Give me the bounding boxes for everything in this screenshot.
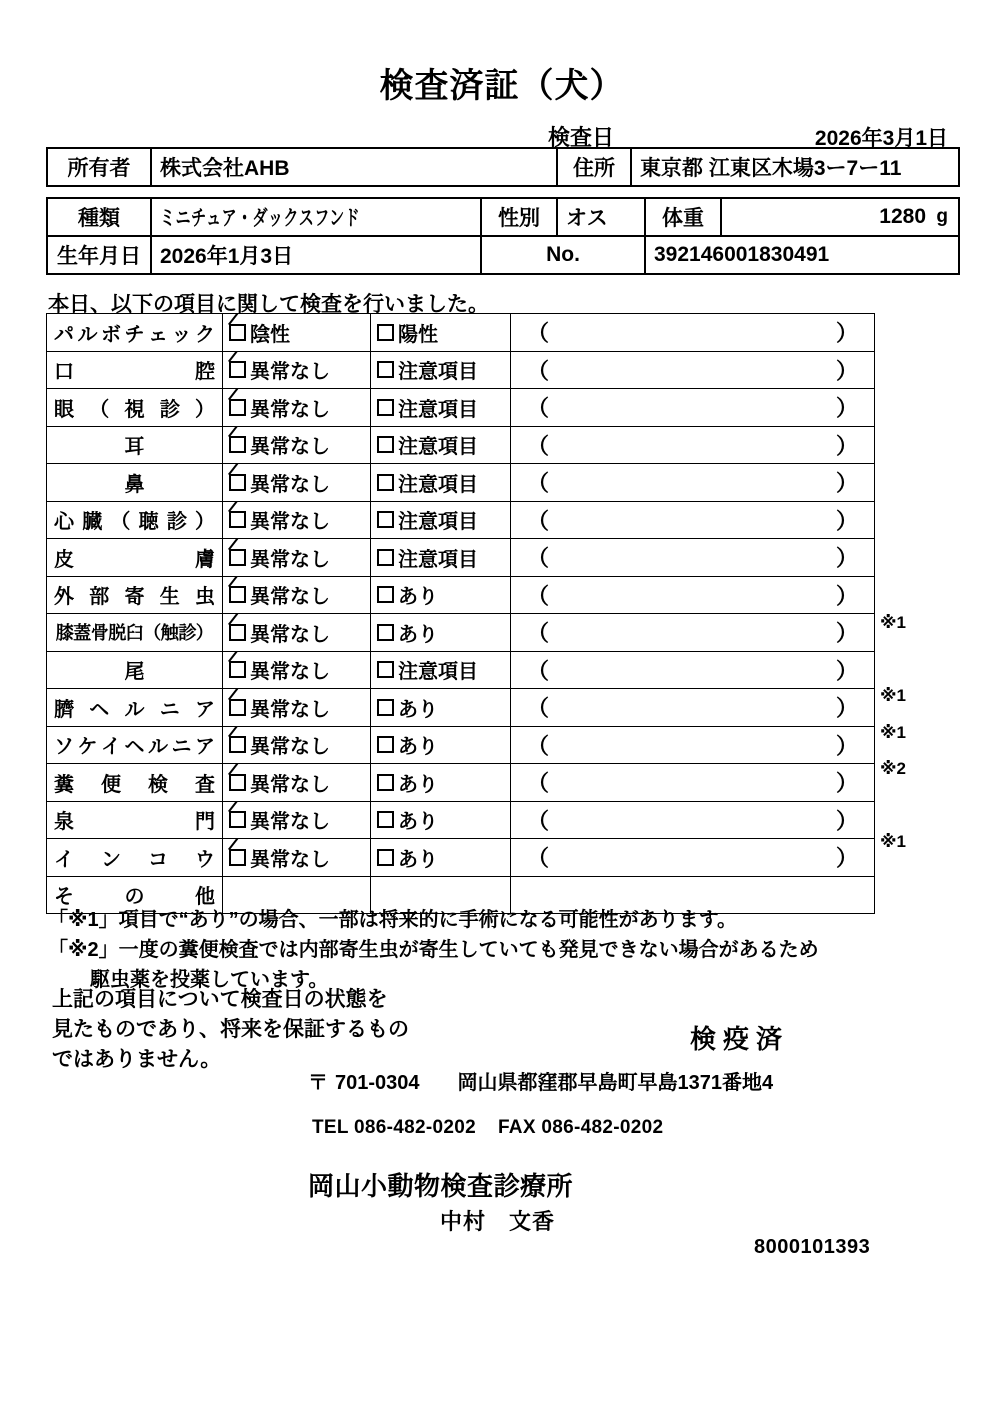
- checklist-item-cell: [47, 764, 223, 802]
- clinic-tel: TEL 086-482-0202: [312, 1117, 476, 1138]
- registration-no-value: 392146001830491: [645, 236, 959, 274]
- checklist-remark-field[interactable]: [511, 539, 875, 577]
- checklist-item-label: 耳: [124, 436, 145, 459]
- checklist-item-cell: [47, 539, 223, 577]
- paren-close: ）: [835, 508, 858, 534]
- checklist-remark-field[interactable]: [511, 614, 875, 652]
- checklist-option-label: あり: [398, 848, 438, 871]
- paren-open: （: [527, 733, 550, 759]
- checkbox-icon[interactable]: [377, 811, 394, 828]
- checklist-item-label: 外 部 寄 生 虫: [54, 586, 215, 609]
- checklist-option-abnormal[interactable]: [371, 539, 511, 577]
- exam-date-label: 検査日: [548, 125, 615, 150]
- checklist-option-normal[interactable]: [223, 426, 371, 464]
- paren-close: ）: [835, 395, 858, 421]
- footnote-2-line2: 駆虫薬を投薬しています。: [90, 969, 329, 991]
- paren-open: （: [527, 358, 550, 384]
- paren-open: （: [527, 620, 550, 646]
- checklist-remark-field[interactable]: [511, 314, 875, 352]
- checklist-item-label: 臍 ヘ ル ニ ア: [54, 698, 215, 721]
- table-row: [47, 198, 959, 236]
- sex-label: 性別: [481, 198, 557, 236]
- checked-checkbox-icon[interactable]: [229, 849, 246, 866]
- checklist-item-cell: [47, 501, 223, 539]
- checklist-item-label: 皮 膚: [54, 548, 215, 571]
- owner-value: 株式会社AHB: [151, 148, 557, 186]
- paren-close: ）: [835, 733, 858, 759]
- checklist-item-cell: [47, 614, 223, 652]
- checklist-option-label: あり: [398, 586, 438, 609]
- paren-open: （: [527, 695, 550, 721]
- checklist-option-label: 異常なし: [250, 698, 330, 721]
- checklist-option-abnormal[interactable]: [371, 726, 511, 764]
- checklist-option-label: 陽性: [398, 323, 438, 346]
- checklist-option-label: 異常なし: [250, 736, 330, 759]
- checklist-row: [47, 801, 875, 839]
- checklist-option-label: 異常なし: [250, 811, 330, 834]
- checklist-remark-field[interactable]: [511, 801, 875, 839]
- checklist-note-marker: [880, 350, 950, 387]
- checklist-note-marker: ※1: [880, 613, 906, 632]
- checklist-remark-field[interactable]: [511, 426, 875, 464]
- paren-close: ）: [835, 545, 858, 571]
- checklist-item-cell: [47, 726, 223, 764]
- checkbox-icon[interactable]: [377, 624, 394, 641]
- checklist-note-marker: ※2: [880, 759, 906, 778]
- checkbox-icon[interactable]: [377, 399, 394, 416]
- breed-value: [151, 198, 481, 236]
- checklist-row: [47, 576, 875, 614]
- exam-date-row: [548, 121, 948, 149]
- checklist-item-cell: [47, 801, 223, 839]
- paren-open: （: [527, 395, 550, 421]
- checklist-note-marker: ※1: [880, 722, 906, 742]
- pet-info-table: [46, 197, 960, 275]
- checklist-option-label: 注意項目: [398, 511, 478, 534]
- checked-checkbox-icon[interactable]: [229, 811, 246, 828]
- checklist-option-normal[interactable]: [223, 614, 371, 652]
- disclaimer-line-3: ではありません。: [52, 1048, 222, 1071]
- clinic-fax: FAX 086-482-0202: [497, 1117, 664, 1138]
- checkbox-icon[interactable]: [377, 849, 394, 866]
- checklist-item-cell: [47, 839, 223, 877]
- checklist-option-label: あり: [398, 623, 438, 646]
- checklist-option-abnormal[interactable]: [371, 351, 511, 389]
- checkbox-icon[interactable]: [377, 511, 394, 528]
- paren-close: ）: [835, 358, 858, 384]
- checklist-option-abnormal[interactable]: [371, 464, 511, 502]
- checklist-row: [47, 539, 875, 577]
- footnotes: [48, 905, 928, 995]
- checklist-row: [47, 501, 875, 539]
- checklist-item-cell: [47, 426, 223, 464]
- veterinarian-name: 中村 文香: [440, 1209, 556, 1234]
- checklist-item-label: パ ル ボ チ ェ ッ ク: [54, 323, 215, 346]
- checked-checkbox-icon[interactable]: [229, 474, 246, 491]
- checkbox-icon[interactable]: [377, 699, 394, 716]
- checklist-option-abnormal[interactable]: [371, 314, 511, 352]
- paren-close: ）: [835, 583, 858, 609]
- checklist-row: [47, 351, 875, 389]
- checklist-option-label: 注意項目: [398, 473, 478, 496]
- checklist-option-label: 注意項目: [398, 361, 478, 384]
- checklist-note-marker: ※1: [880, 832, 906, 851]
- weight-value: 1280: [879, 205, 926, 228]
- checklist-option-normal[interactable]: [223, 351, 371, 389]
- checklist-item-label: ソ ケ イ ヘ ル ニ ア: [54, 736, 215, 759]
- checklist-note-marker: [880, 313, 950, 350]
- checklist-option-label: 異常なし: [250, 511, 330, 534]
- disclaimer-line-1: 上記の項目について検査日の状態を: [52, 988, 388, 1011]
- birthdate-value: 2026年1月3日: [151, 236, 481, 274]
- exam-date-value: 2026年3月1日: [814, 127, 948, 150]
- checklist-option-label: 異常なし: [250, 773, 330, 796]
- checklist-option-label: 注意項目: [398, 661, 478, 684]
- checkbox-icon[interactable]: [377, 549, 394, 566]
- checklist-option-abnormal[interactable]: [371, 501, 511, 539]
- checklist-option-normal[interactable]: [223, 764, 371, 802]
- checklist-option-label: 異常なし: [250, 586, 330, 609]
- checklist-option-label: 異常なし: [250, 398, 330, 421]
- checklist-note-marker: [880, 642, 950, 679]
- checklist-item-label: イ ン コ ウ: [54, 848, 215, 871]
- serial-number: 8000101393: [754, 1236, 871, 1258]
- paren-open: （: [527, 808, 550, 834]
- weight-label: 体重: [645, 198, 721, 236]
- checklist-note-marker: [880, 386, 950, 423]
- checklist-remark-field[interactable]: [511, 389, 875, 427]
- checkbox-icon[interactable]: [377, 661, 394, 678]
- paren-open: （: [527, 433, 550, 459]
- checklist-option-abnormal[interactable]: [371, 764, 511, 802]
- checklist-item-label: 膝蓋骨脱臼（触診）: [55, 623, 214, 644]
- checklist-row: [47, 314, 875, 352]
- checked-checkbox-icon[interactable]: [229, 399, 246, 416]
- checklist-item-cell: [47, 389, 223, 427]
- checklist-remark-field[interactable]: [511, 764, 875, 802]
- checklist-option-abnormal[interactable]: [371, 839, 511, 877]
- checklist-option-normal[interactable]: [223, 389, 371, 427]
- checklist-item-label: 眼 （ 視 診 ）: [54, 398, 215, 421]
- checklist-option-label: 異常なし: [250, 848, 330, 871]
- checklist-row: [47, 651, 875, 689]
- checklist-option-normal[interactable]: [223, 539, 371, 577]
- paren-close: ）: [835, 658, 858, 684]
- paren-close: ）: [835, 320, 858, 346]
- paren-open: （: [527, 770, 550, 796]
- checklist-row: [47, 839, 875, 877]
- weight-value-cell: [721, 198, 959, 236]
- checklist-item-cell: [47, 464, 223, 502]
- paren-open: （: [527, 845, 550, 871]
- disclaimer: [52, 985, 472, 1075]
- checkbox-icon[interactable]: [377, 774, 394, 791]
- clinic-address: 岡山県都窪郡早島町早島1371番地4: [457, 1072, 774, 1094]
- paren-open: （: [527, 545, 550, 571]
- checkbox-icon[interactable]: [377, 324, 394, 341]
- paren-close: ）: [835, 695, 858, 721]
- checklist-remark-field[interactable]: [511, 839, 875, 877]
- checklist-note-marker: [880, 496, 950, 533]
- paren-close: ）: [835, 433, 858, 459]
- checklist-note-marker: [880, 532, 950, 569]
- checklist-option-label: あり: [398, 773, 438, 796]
- checklist-option-label: 異常なし: [250, 661, 330, 684]
- checklist-option-label: 注意項目: [398, 548, 478, 571]
- checklist-note-marker: [880, 569, 950, 606]
- inspection-checklist-table: [46, 313, 875, 914]
- checklist-note-marker: [880, 861, 950, 898]
- checklist-item-cell: [47, 351, 223, 389]
- paren-open: （: [527, 470, 550, 496]
- postal-mark-icon: 〒: [308, 1072, 328, 1094]
- checklist-option-abnormal[interactable]: [371, 576, 511, 614]
- paren-open: （: [527, 583, 550, 609]
- owner-label: 所有者: [47, 148, 151, 186]
- checklist-option-normal[interactable]: [223, 501, 371, 539]
- checked-checkbox-icon[interactable]: [229, 361, 246, 378]
- checklist-option-label: 注意項目: [398, 436, 478, 459]
- clinic-name: 岡山小動物検査診療所: [308, 1171, 574, 1201]
- checklist-option-label: 異常なし: [250, 473, 330, 496]
- checked-checkbox-icon[interactable]: [229, 774, 246, 791]
- checked-checkbox-icon[interactable]: [229, 661, 246, 678]
- clinic-contact-line: [312, 1117, 663, 1139]
- checklist-option-normal[interactable]: [223, 839, 371, 877]
- checklist-item-label: 心 臓 （ 聴 診 ）: [54, 511, 215, 534]
- checklist-note-marker: [880, 459, 950, 496]
- note-marker-column: [880, 313, 950, 897]
- checklist-option-normal[interactable]: [223, 801, 371, 839]
- address-value: 東京都 江東区木場3ー7ー11: [631, 148, 959, 186]
- checked-checkbox-icon[interactable]: [229, 586, 246, 603]
- table-row: [47, 148, 959, 186]
- checklist-note-marker: [880, 788, 950, 825]
- sex-value: オス: [557, 198, 645, 236]
- paren-open: （: [527, 320, 550, 346]
- checkbox-icon[interactable]: [377, 736, 394, 753]
- checkbox-icon[interactable]: [377, 361, 394, 378]
- checklist-remark-field[interactable]: [511, 464, 875, 502]
- checklist-option-label: あり: [398, 698, 438, 721]
- checklist-item-label: 泉 門: [54, 811, 215, 834]
- paren-open: （: [527, 508, 550, 534]
- checked-checkbox-icon[interactable]: [229, 511, 246, 528]
- checklist-option-abnormal[interactable]: [371, 389, 511, 427]
- checklist-item-label: 糞 便 検 査: [54, 773, 215, 796]
- checklist-row: [47, 389, 875, 427]
- owner-info-table: [46, 147, 960, 187]
- checklist-item-label: 口 腔: [54, 361, 215, 384]
- checkbox-icon[interactable]: [377, 586, 394, 603]
- checklist-note-marker: [880, 423, 950, 460]
- breed-value-text: ミニチュア・ダックスフンド: [160, 207, 361, 230]
- checklist-option-abnormal[interactable]: [371, 651, 511, 689]
- checklist-option-normal[interactable]: [223, 726, 371, 764]
- breed-label: 種類: [47, 198, 151, 236]
- checklist-option-normal[interactable]: [223, 576, 371, 614]
- checklist-option-label: 異常なし: [250, 436, 330, 459]
- checklist-option-abnormal[interactable]: [371, 426, 511, 464]
- checklist-option-abnormal[interactable]: [371, 801, 511, 839]
- table-row: [47, 236, 959, 274]
- paren-close: ）: [835, 845, 858, 871]
- checked-checkbox-icon[interactable]: [229, 324, 246, 341]
- footnote-2-line1: 「※2」一度の糞便検査では内部寄生虫が寄生していても発見できない場合があるため: [48, 939, 819, 961]
- disclaimer-line-2: 見たものであり、将来を保証するもの: [52, 1018, 409, 1041]
- checklist-remark-field[interactable]: [511, 689, 875, 727]
- paren-close: ）: [835, 470, 858, 496]
- checklist-row: [47, 426, 875, 464]
- checklist-item-cell: [47, 576, 223, 614]
- checklist-option-label: 注意項目: [398, 398, 478, 421]
- checklist-remark-field[interactable]: [511, 726, 875, 764]
- checklist-remark-field[interactable]: [511, 576, 875, 614]
- checklist-option-abnormal[interactable]: [371, 689, 511, 727]
- page-title: 検査済証（犬）: [379, 67, 625, 105]
- checklist-row: [47, 764, 875, 802]
- checked-checkbox-icon[interactable]: [229, 736, 246, 753]
- clinic-address-line: [308, 1066, 773, 1095]
- weight-unit: g: [936, 206, 948, 227]
- checklist-option-label: 異常なし: [250, 623, 330, 646]
- paren-open: （: [527, 658, 550, 684]
- checklist-option-label: あり: [398, 811, 438, 834]
- checklist-option-normal[interactable]: [223, 464, 371, 502]
- checklist-option-normal[interactable]: [223, 314, 371, 352]
- intro-text: 本日、以下の項目に関して検査を行いました。: [48, 293, 489, 316]
- paren-close: ）: [835, 770, 858, 796]
- paren-close: ）: [835, 808, 858, 834]
- checklist-row: [47, 726, 875, 764]
- checkbox-icon[interactable]: [377, 436, 394, 453]
- registration-no-label: No.: [481, 236, 645, 274]
- checklist-option-normal[interactable]: [223, 651, 371, 689]
- checklist-row: [47, 614, 875, 652]
- checkbox-icon[interactable]: [377, 474, 394, 491]
- checklist-item-label: そ の 他: [54, 886, 215, 909]
- checklist-option-normal[interactable]: [223, 689, 371, 727]
- checklist-remark-field[interactable]: [511, 351, 875, 389]
- checked-checkbox-icon[interactable]: [229, 699, 246, 716]
- checklist-option-label: 異常なし: [250, 361, 330, 384]
- checklist-option-label: あり: [398, 736, 438, 759]
- birthdate-label: 生年月日: [47, 236, 151, 274]
- checklist-item-label: 鼻: [124, 473, 145, 496]
- checklist-row: [47, 464, 875, 502]
- checklist-option-label: 異常なし: [250, 548, 330, 571]
- checklist-item-label: 尾: [124, 661, 145, 684]
- address-label: 住所: [557, 148, 631, 186]
- checked-checkbox-icon[interactable]: [229, 436, 246, 453]
- checklist-remark-field[interactable]: [511, 651, 875, 689]
- checklist-note-marker: ※1: [880, 686, 906, 705]
- checklist-row: [47, 689, 875, 727]
- checklist-item-cell: [47, 651, 223, 689]
- clinic-zip: 701-0304: [335, 1072, 420, 1094]
- checklist-item-cell: [47, 314, 223, 352]
- footnote-1: 「※1」項目で“あり”の場合、一部は将来的に手術になる可能性があります。: [48, 909, 737, 931]
- checked-checkbox-icon[interactable]: [229, 549, 246, 566]
- checklist-option-abnormal[interactable]: [371, 614, 511, 652]
- checklist-item-cell: [47, 689, 223, 727]
- checklist-remark-field[interactable]: [511, 501, 875, 539]
- quarantine-stamp: 検疫済: [690, 1024, 790, 1054]
- checked-checkbox-icon[interactable]: [229, 624, 246, 641]
- paren-close: ）: [835, 620, 858, 646]
- checklist-option-label: 陰性: [250, 323, 290, 346]
